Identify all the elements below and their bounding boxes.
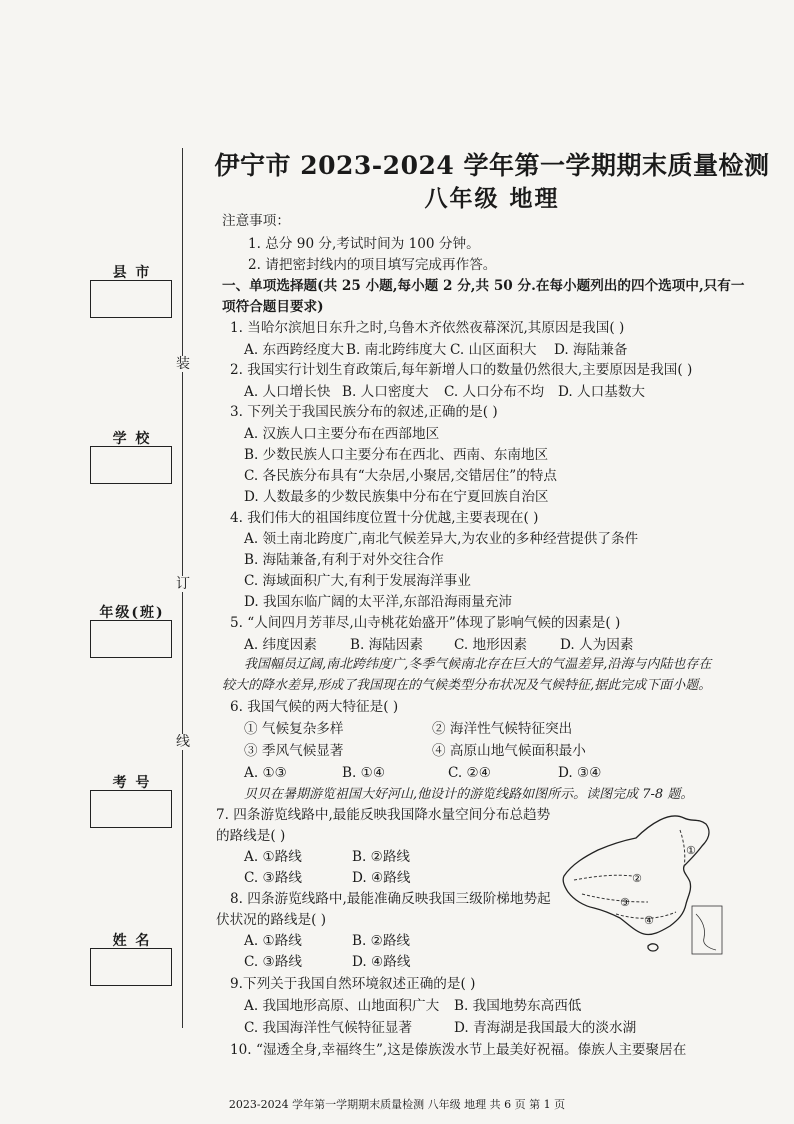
route-2-line: [574, 875, 632, 880]
option-b[interactable]: B. 海陆因素: [350, 637, 424, 653]
question-stem: 10. “湿透全身,幸福终生”,这是傣族泼水节上最美好祝福。傣族人主要聚居在: [230, 1042, 687, 1058]
section-heading: 一、单项选择题(共 25 小题,每小题 2 分,共 50 分.在每小题列出的四个选项中,只有一: [222, 278, 745, 294]
option-d[interactable]: D. 人口基数大: [558, 384, 646, 400]
question-options: [244, 869, 410, 887]
school-field[interactable]: [90, 446, 172, 484]
option-c[interactable]: C. 人口分布不均: [444, 384, 545, 400]
passage-text: 较大的降水差异,形成了我国现在的气候类型分布状况及气候特征,据此完成下面小题。: [222, 678, 712, 693]
county-field[interactable]: [90, 280, 172, 318]
notes-heading: 注意事项：: [222, 213, 290, 229]
option-a[interactable]: A. 人口增长快: [244, 384, 331, 400]
question-options: [244, 341, 627, 359]
question-stem: 9.下列关于我国自然环境叙述正确的是( ): [230, 976, 476, 992]
class-field[interactable]: [90, 620, 172, 658]
statement-4: ④ 高原山地气候面积最小: [432, 743, 586, 759]
option-a[interactable]: A. 纬度因素: [244, 637, 317, 653]
option-c[interactable]: C. 各民族分布具有“大杂居,小聚居,交错居住”的特点: [244, 468, 557, 484]
china-route-map: [556, 810, 728, 962]
option-d[interactable]: D. ④路线: [352, 870, 411, 886]
question-options: [244, 848, 410, 866]
page-subtitle: 八年级 地理: [424, 185, 560, 212]
question-options: [244, 953, 410, 971]
option-c[interactable]: C. 我国海洋性气候特征显著: [244, 1020, 413, 1036]
option-a[interactable]: A. 东西跨经度大: [244, 342, 345, 358]
question-options: [244, 764, 601, 782]
option-b[interactable]: B. 少数民族人口主要分布在西北、西南、东南地区: [244, 447, 549, 463]
exam-number-field[interactable]: [90, 790, 172, 828]
option-a[interactable]: A. ①路线: [244, 933, 302, 949]
option-c[interactable]: C. ②④: [448, 765, 491, 781]
question-stem-cont: 伏状况的路线是( ): [216, 912, 327, 928]
option-c[interactable]: C. ③路线: [244, 954, 302, 970]
option-a[interactable]: A. 领土南北跨度广,南北气候差异大,为农业的多种经营提供了条件: [244, 531, 639, 547]
option-b[interactable]: B. 我国地势东高西低: [454, 998, 582, 1014]
question-stem: 1. 当哈尔滨旭日东升之时,乌鲁木齐依然夜幕深沉,其原因是我国( ): [230, 320, 625, 336]
binding-char-ding: 订: [176, 576, 190, 592]
statement-2: ② 海洋性气候特征突出: [432, 721, 573, 737]
binding-char-xian: 线: [176, 734, 190, 750]
route-1-line: [680, 830, 685, 868]
section-heading-cont: 项符合题目要求): [222, 299, 324, 315]
question-stem: 8. 四条游览线路中,最能准确反映我国三级阶梯地势起: [230, 891, 551, 907]
question-options: [244, 997, 581, 1015]
name-label: 姓 名: [112, 933, 152, 949]
note-item: 1. 总分 90 分,考试时间为 100 分钟。: [248, 236, 480, 252]
option-c[interactable]: C. 海域面积广大,有利于发展海洋事业: [244, 573, 471, 589]
exam-number-label: 考 号: [112, 775, 152, 791]
passage-text: 我国幅员辽阔,南北跨纬度广,冬季气候南北存在巨大的气温差异,沿海与内陆也存在: [244, 657, 712, 672]
hainan-island: [648, 944, 658, 951]
question-stem-cont: 的路线是( ): [216, 828, 286, 844]
option-b[interactable]: B. 海陆兼备,有利于对外交往合作: [244, 552, 444, 568]
option-d[interactable]: D. 人数最多的少数民族集中分布在宁夏回族自治区: [244, 489, 549, 505]
option-b[interactable]: B. ②路线: [352, 849, 411, 865]
route-label-3: ③: [620, 896, 630, 909]
passage-text: 贝贝在暑期游览祖国大好河山,他设计的游览线路如图所示。读图完成 7-8 题。: [244, 787, 694, 802]
question-stem: 2. 我国实行计划生育政策后,每年新增人口的数量仍然很大,主要原因是我国( ): [230, 362, 693, 378]
page-title: 伊宁市 2023-2024 学年第一学期期末质量检测: [214, 151, 770, 180]
option-b[interactable]: B. ①④: [342, 765, 386, 781]
binding-char-zhuang: 装: [176, 356, 190, 372]
class-label: 年级(班): [99, 605, 165, 621]
question-stem: 6. 我国气候的两大特征是( ): [230, 699, 399, 715]
option-d[interactable]: D. 人为因素: [560, 637, 634, 653]
question-stem: 4. 我们伟大的祖国纬度位置十分优越,主要表现在( ): [230, 510, 539, 526]
question-stem: 7. 四条游览线路中,最能反映我国降水量空间分布总趋势: [216, 807, 551, 823]
question-options: [244, 383, 645, 401]
route-label-2: ②: [632, 872, 642, 885]
name-field[interactable]: [90, 948, 172, 986]
option-d[interactable]: D. 青海湖是我国最大的淡水湖: [454, 1020, 637, 1036]
option-b[interactable]: B. 南北跨纬度大: [346, 342, 447, 358]
option-c[interactable]: C. 山区面积大: [450, 342, 537, 358]
statement-3: ③ 季风气候显著: [244, 743, 344, 759]
route-label-4: ④: [644, 914, 654, 927]
option-a[interactable]: A. 汉族人口主要分布在西部地区: [244, 426, 440, 442]
option-a[interactable]: A. ①③: [244, 765, 287, 781]
question-stem: 3. 下列关于我国民族分布的叙述,正确的是( ): [230, 404, 498, 420]
question-options: [244, 1019, 636, 1037]
option-c[interactable]: C. ③路线: [244, 870, 302, 886]
question-options: [244, 636, 633, 654]
option-d[interactable]: D. ③④: [558, 765, 602, 781]
route-label-1: ①: [686, 844, 696, 857]
option-d[interactable]: D. 海陆兼备: [554, 342, 628, 358]
south-sea-inset: [692, 906, 722, 954]
option-b[interactable]: B. 人口密度大: [342, 384, 429, 400]
question-stem: 5. “人间四月芳菲尽,山寺桃花始盛开”体现了影响气候的因素是( ): [230, 615, 621, 631]
option-d[interactable]: D. 我国东临广阔的太平洋,东部沿海雨量充沛: [244, 594, 513, 610]
option-a[interactable]: A. ①路线: [244, 849, 302, 865]
county-label: 县 市: [112, 265, 152, 281]
statement-1: ① 气候复杂多样: [244, 721, 344, 737]
route-3-line: [582, 894, 648, 902]
option-b[interactable]: B. ②路线: [352, 933, 411, 949]
school-label: 学 校: [112, 431, 152, 447]
option-a[interactable]: A. 我国地形高原、山地面积广大: [244, 998, 440, 1014]
inset-coast: [696, 914, 716, 950]
option-c[interactable]: C. 地形因素: [454, 637, 527, 653]
note-item: 2. 请把密封线内的项目填写完成再作答。: [248, 257, 497, 273]
page-footer: 2023-2024 学年第一学期期末质量检测 八年级 地理 共 6 页 第 1 页: [228, 1098, 566, 1111]
question-options: [244, 932, 410, 950]
option-d[interactable]: D. ④路线: [352, 954, 411, 970]
